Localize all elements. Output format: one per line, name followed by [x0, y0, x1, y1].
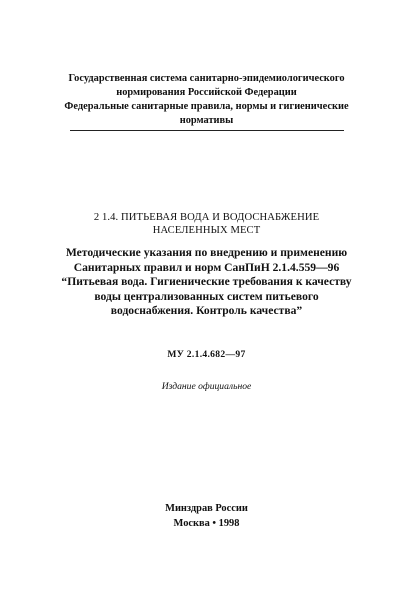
- header-underline: [70, 130, 344, 131]
- document-code: МУ 2.1.4.682—97: [167, 349, 246, 360]
- header-line-4: нормативы: [179, 115, 234, 126]
- publisher-line-2: Москва • 1998: [173, 517, 240, 529]
- section-heading: [0, 212, 413, 237]
- document-title: [0, 246, 413, 319]
- section-line-2: НАСЕЛЕННЫХ МЕСТ: [152, 224, 261, 236]
- publisher-line-1: Минздрав России: [165, 503, 248, 514]
- header-line-3: Федеральные санитарные правила, нормы и гигиенические: [64, 101, 349, 112]
- issuing-authority-header: [0, 72, 413, 128]
- title-line-1: Методические указания по внедрению и применению: [65, 246, 348, 259]
- title-line-5: водоснабжения. Контроль качества”: [110, 304, 303, 317]
- section-line-1: 2 1.4. ПИТЬЕВАЯ ВОДА И ВОДОСНАБЖЕНИЕ: [93, 212, 320, 223]
- title-line-4: воды централизованных систем питьевого: [94, 289, 319, 303]
- edition-note: Издание официальное: [161, 381, 252, 392]
- title-line-3: “Питьевая вода. Гигиенические требования к качеству: [61, 275, 352, 288]
- header-line-1: Государственная система санитарно-эпидемиологического: [68, 73, 345, 84]
- publisher-imprint: [0, 502, 413, 531]
- title-line-2: Санитарных правил и норм СанПиН 2.1.4.559—96: [73, 260, 340, 274]
- header-line-2: нормирования Российской Федерации: [116, 87, 297, 98]
